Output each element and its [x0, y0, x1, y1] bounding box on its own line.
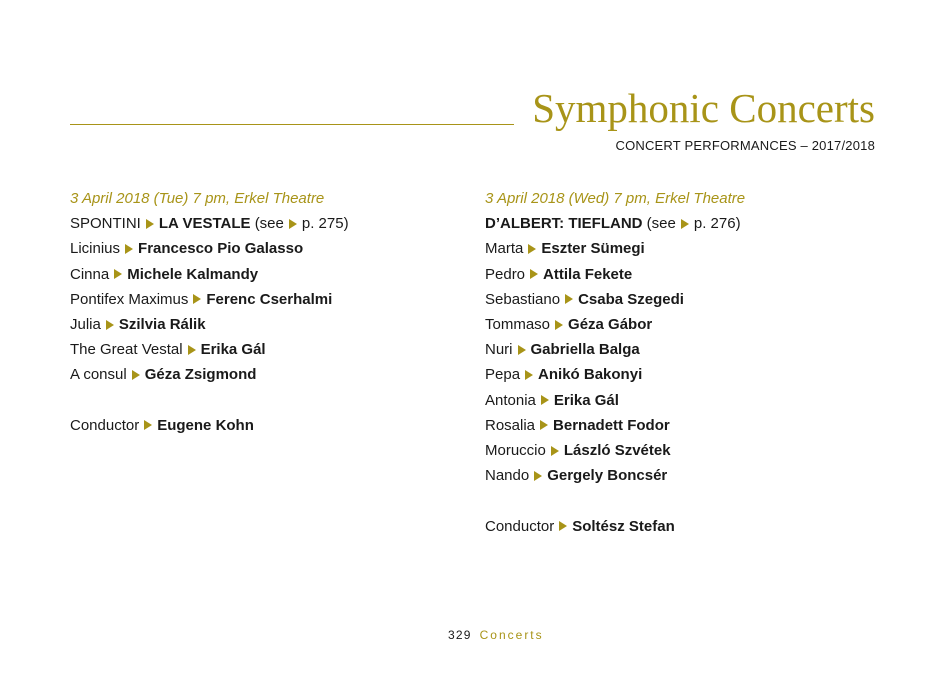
role: The Great Vestal — [70, 341, 183, 359]
performer: Bernadett Fodor — [553, 416, 670, 434]
performer: Ferenc Cserhalmi — [206, 290, 333, 308]
page-reference[interactable]: p. 276) — [693, 215, 741, 233]
role: Julia — [70, 316, 101, 334]
performer: Soltész Stefan — [572, 517, 675, 535]
triangle-arrow-icon — [518, 345, 526, 355]
role: Rosalia — [485, 416, 536, 434]
cast-line — [70, 312, 470, 337]
triangle-arrow-icon — [551, 446, 559, 456]
work-line — [485, 211, 885, 236]
see-prefix: (see — [254, 215, 284, 233]
page-title: Symphonic Concerts — [532, 85, 875, 131]
page-subtitle: CONCERT PERFORMANCES – 2017/2018 — [615, 138, 875, 153]
performer: Csaba Szegedi — [578, 290, 684, 308]
cast-line — [485, 413, 885, 438]
concert-left — [70, 186, 470, 438]
conductor-line — [485, 514, 885, 539]
role: Nando — [485, 467, 530, 485]
role: Conductor — [485, 517, 555, 535]
triangle-arrow-icon — [565, 294, 573, 304]
page-reference[interactable]: p. 275) — [301, 215, 349, 233]
cast-line — [485, 362, 885, 387]
role: Moruccio — [485, 442, 546, 460]
triangle-arrow-icon — [132, 370, 140, 380]
cast-line — [70, 337, 470, 362]
work-title: LA VESTALE — [158, 215, 251, 233]
cast-line — [485, 337, 885, 362]
cast-line — [485, 463, 885, 488]
cast-line — [485, 236, 885, 261]
triangle-arrow-icon — [193, 294, 201, 304]
cast-line — [485, 438, 885, 463]
triangle-arrow-icon — [144, 420, 152, 430]
work-title: D’ALBERT: TIEFLAND — [485, 215, 643, 233]
page-number: 329 — [448, 628, 472, 642]
triangle-arrow-icon — [555, 320, 563, 330]
cast-line — [70, 287, 470, 312]
role: Pepa — [485, 366, 521, 384]
concert-date: 3 April 2018 (Wed) 7 pm, Erkel Theatre — [485, 190, 746, 207]
role: Marta — [485, 240, 524, 258]
role: Antonia — [485, 391, 536, 409]
see-prefix: (see — [646, 215, 676, 233]
section-name: Concerts — [479, 628, 544, 642]
role: A consul — [70, 366, 127, 384]
triangle-arrow-icon — [528, 244, 536, 254]
role: Cinna — [70, 265, 110, 283]
spacer — [70, 388, 470, 413]
role: Tommaso — [485, 316, 551, 334]
performer: Eugene Kohn — [157, 416, 254, 434]
role: Pontifex Maximus — [70, 290, 189, 308]
role: Pedro — [485, 265, 526, 283]
performer: László Szvétek — [563, 442, 671, 460]
performer: Géza Zsigmond — [144, 366, 257, 384]
cast-line — [485, 312, 885, 337]
triangle-arrow-icon — [530, 269, 538, 279]
cast-line — [485, 262, 885, 287]
triangle-arrow-icon — [125, 244, 133, 254]
cast-line — [485, 388, 885, 413]
triangle-arrow-icon — [534, 471, 542, 481]
performer: Szilvia Rálik — [118, 316, 206, 334]
performer: Michele Kalmandy — [127, 265, 259, 283]
cast-line — [70, 262, 470, 287]
performer: Gabriella Balga — [530, 341, 640, 359]
cast-line — [485, 287, 885, 312]
composer: SPONTINI — [70, 215, 141, 233]
triangle-arrow-icon — [559, 521, 567, 531]
triangle-arrow-icon — [188, 345, 196, 355]
concert-right — [485, 186, 885, 539]
performer: Gergely Boncsér — [547, 467, 668, 485]
performer: Erika Gál — [200, 341, 266, 359]
role: Licinius — [70, 240, 121, 258]
performer: Attila Fekete — [543, 265, 633, 283]
triangle-arrow-icon — [681, 219, 689, 229]
header-rule — [70, 124, 514, 125]
performer: Erika Gál — [553, 391, 619, 409]
role: Conductor — [70, 416, 140, 434]
triangle-arrow-icon — [540, 420, 548, 430]
triangle-arrow-icon — [146, 219, 154, 229]
triangle-arrow-icon — [525, 370, 533, 380]
performer: Anikó Bakonyi — [538, 366, 643, 384]
cast-line — [70, 236, 470, 261]
role: Nuri — [485, 341, 513, 359]
conductor-line — [70, 413, 470, 438]
triangle-arrow-icon — [106, 320, 114, 330]
spacer — [485, 488, 885, 513]
performer: Géza Gábor — [568, 316, 653, 334]
triangle-arrow-icon — [289, 219, 297, 229]
performer: Eszter Sümegi — [541, 240, 645, 258]
role: Sebastiano — [485, 290, 561, 308]
performer: Francesco Pio Galasso — [138, 240, 304, 258]
page-footer — [448, 628, 544, 642]
concert-date: 3 April 2018 (Tue) 7 pm, Erkel Theatre — [70, 190, 325, 207]
cast-line — [70, 362, 470, 387]
triangle-arrow-icon — [114, 269, 122, 279]
triangle-arrow-icon — [541, 395, 549, 405]
work-line — [70, 211, 470, 236]
